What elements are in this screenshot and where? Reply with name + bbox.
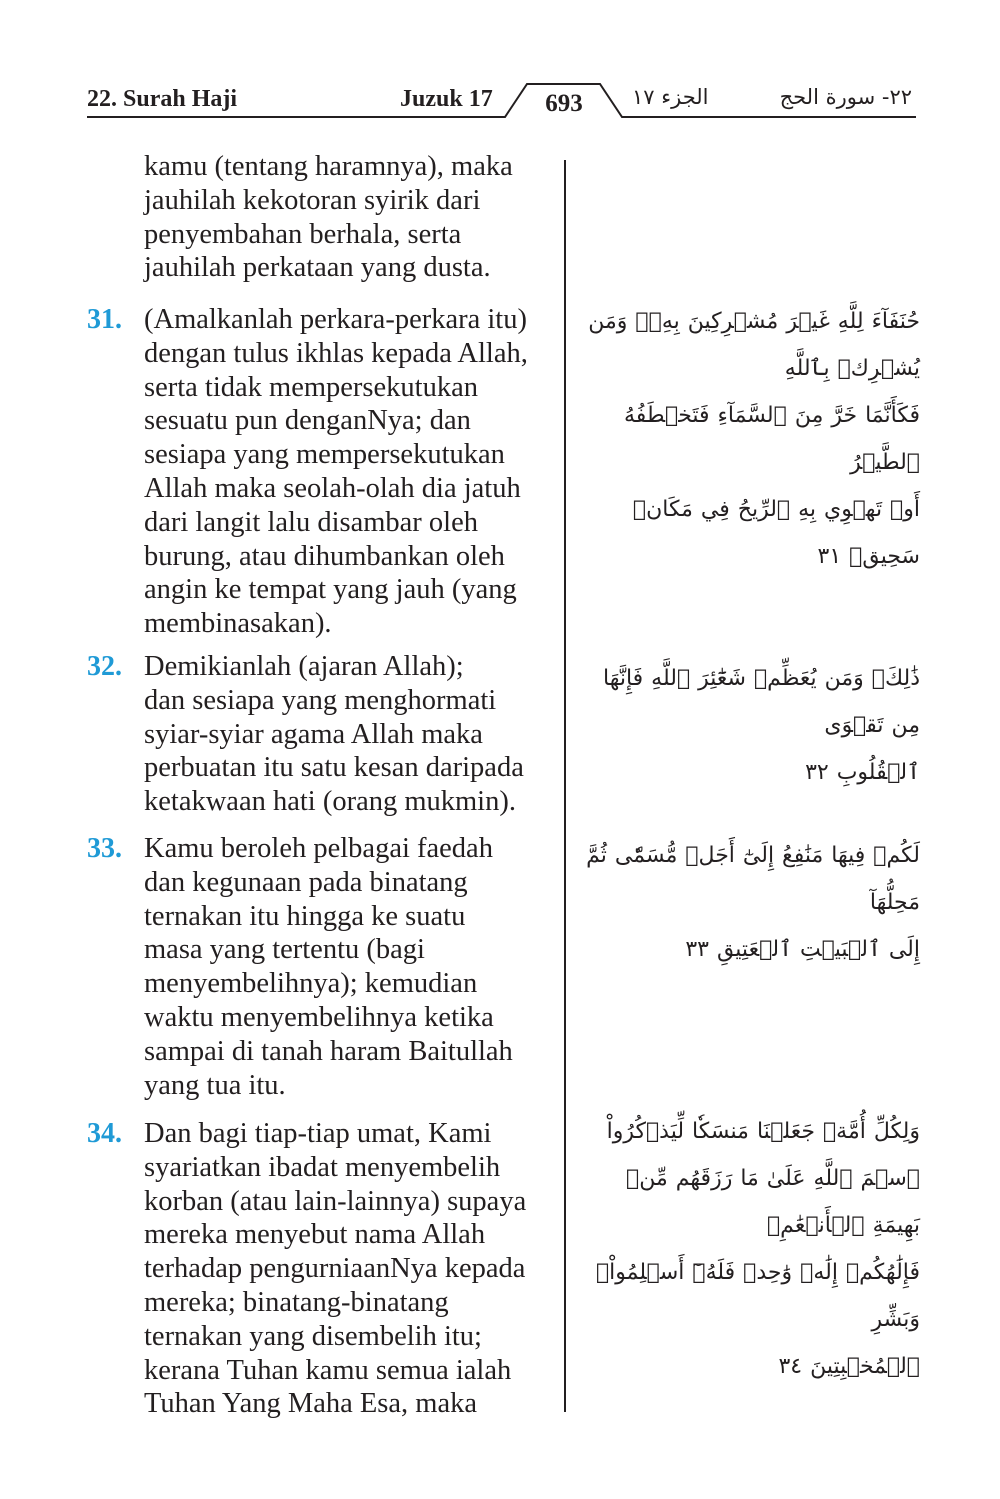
text-line: burung, atau dihumbankan oleh [144, 540, 505, 572]
arabic-line: ٱلۡمُخۡبِتِينَ ٣٤ [778, 1354, 920, 1379]
continuation-text [144, 150, 513, 285]
arabic-line: ذَٰلِكَۖ وَمَن يُعَظِّمۡ شَعَٰٓئِرَ ٱللَّهِ فَإِنَّهَا مِن تَقۡوَى [603, 666, 920, 738]
arabic-verse-33 [585, 832, 920, 973]
text-line: menyembelihnya); kemudian [144, 968, 478, 1000]
arabic-line: ٱلۡقُلُوبِ ٣٢ [805, 760, 920, 785]
text-line: ternakan itu hingga ke suatu [144, 900, 466, 932]
text-line: dan kegunaan pada binatang [144, 866, 468, 898]
text-line: mereka; binatang-binatang [144, 1286, 449, 1318]
text-line: waktu menyembelihnya ketika [144, 1001, 494, 1033]
text-line: kerana Tuhan kamu semua ialah [144, 1354, 512, 1386]
juzuk-label: Juzuk 17 [400, 86, 493, 112]
text-line: perbuatan itu satu kesan daripada [144, 752, 524, 784]
text-line: jauhilah kekotoran syirik dari [144, 184, 481, 216]
text-line: penyembahan berhala, serta [144, 218, 462, 250]
text-line: syiar-syiar agama Allah maka [144, 718, 483, 750]
text-line: Kamu beroleh pelbagai faedah [144, 833, 493, 864]
arabic-line: وَلِكُلِّ أُمَّةٖ جَعَلۡنَا مَنسَكٗا لِّيَذۡكُرُواْ [606, 1119, 920, 1144]
arabic-line: لَكُمۡ فِيهَا مَنَٰفِعُ إِلَىٰٓ أَجَلٖ مُّسَمّٗى ثُمَّ مَحِلُّهَآ [586, 843, 920, 915]
text-line: Demikianlah (ajaran Allah); [144, 651, 464, 682]
text-line: yang tua itu. [144, 1069, 286, 1101]
arabic-line: ٱسۡمَ ٱللَّهِ عَلَىٰ مَا رَزَقَهُم مِّنۢ بَهِيمَةِ ٱلۡأَنۡعَٰمِۗ [626, 1166, 920, 1238]
text-line: dengan tulus ikhlas kepada Allah, [144, 337, 528, 369]
surah-title-latin: 22. Surah Haji [87, 86, 238, 112]
text-line: dari langit lalu disambar oleh [144, 506, 478, 538]
arabic-line: أَوۡ تَهۡوِي بِهِ ٱلرِّيحُ فِي مَكَانٖ سَحِيقٖ ٣١ [632, 497, 920, 569]
text-line: terhadap pengurniaanNya kepada [144, 1253, 526, 1285]
text-line: angin ke tempat yang jauh (yang [144, 574, 517, 606]
text-line: sampai di tanah haram Baitullah [144, 1035, 513, 1067]
arabic-line: حُنَفَآءَ لِلَّهِ غَيۡرَ مُشۡرِكِينَ بِهِۦۚ وَمَن يُشۡرِكۡ بِٱللَّهِ [588, 309, 920, 381]
text-line: Allah maka seolah-olah dia jatuh [144, 472, 521, 504]
juz-label-arabic: الجزء ١٧ [632, 85, 709, 109]
arabic-verse-31 [585, 298, 920, 580]
verse-number: 32. [87, 651, 122, 682]
text-line: Dan bagi tiap-tiap umat, Kami [144, 1118, 492, 1149]
text-line: syariatkan ibadat menyembelih [144, 1151, 501, 1183]
verse-number: 33. [87, 833, 122, 864]
verse-text [144, 650, 524, 819]
arabic-line: إِلَى ٱلۡبَيۡتِ ٱلۡعَتِيقِ ٣٣ [685, 937, 920, 962]
text-line: (Amalkanlah perkara-perkara itu) [144, 304, 527, 335]
verse-text [144, 832, 513, 1102]
text-line: jauhilah perkataan yang dusta. [144, 252, 491, 284]
text-line: kamu (tentang haramnya), maka [144, 151, 513, 182]
verse-number: 31. [87, 304, 122, 335]
arabic-line: فَكَأَنَّمَا خَرَّ مِنَ ٱلسَّمَآءِ فَتَخۡطَفُهُ ٱلطَّيۡرُ [624, 403, 920, 475]
text-line: dan sesiapa yang menghormati [144, 684, 497, 716]
verse-text [144, 303, 528, 641]
text-line: Tuhan Yang Maha Esa, maka [144, 1388, 478, 1420]
text-line: sesuatu pun denganNya; dan [144, 405, 471, 437]
text-line: sesiapa yang mempersekutukan [144, 439, 505, 471]
text-line: ternakan yang disembelih itu; [144, 1320, 482, 1352]
column-divider [564, 160, 566, 1412]
text-line: masa yang tertentu (bagi [144, 934, 425, 966]
arabic-line: فَإِلَٰهُكُمۡ إِلَٰهٞ وَٰحِدٞ فَلَهُۥٓ أَسۡلِمُواْۗ وَبَشِّرِ [595, 1260, 920, 1332]
page-number: 693 [545, 90, 583, 117]
text-line: serta tidak mempersekutukan [144, 371, 478, 403]
text-line: mereka menyebut nama Allah [144, 1219, 486, 1251]
text-line: ketakwaan hati (orang mukmin). [144, 786, 516, 818]
surah-title-arabic: ٢٢- سورة الحج [779, 85, 912, 109]
verse-text [144, 1117, 526, 1421]
page-header [0, 0, 1000, 130]
arabic-verse-32 [585, 655, 920, 796]
text-line: korban (atau lain-lainnya) supaya [144, 1185, 527, 1217]
text-line: membinasakan). [144, 608, 332, 640]
arabic-verse-34 [585, 1108, 920, 1390]
verse-number: 34. [87, 1118, 122, 1149]
